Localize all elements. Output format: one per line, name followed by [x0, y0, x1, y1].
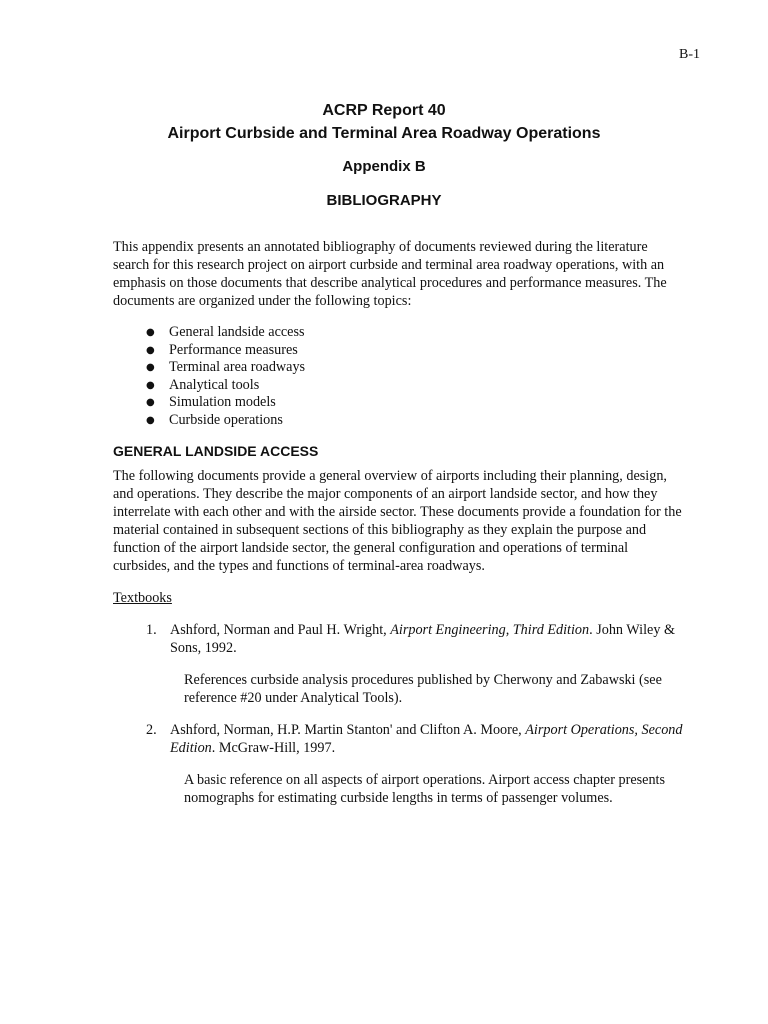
list-item: ● Performance measures — [146, 341, 298, 358]
reference-authors: Ashford, Norman, H.P. Martin Stanton' and Clifton A. Moore, — [170, 722, 526, 738]
document-body — [113, 238, 683, 821]
subheading-textbooks: Textbooks — [113, 590, 172, 606]
reference-number: 2. — [146, 722, 157, 738]
bullet-icon: ● — [146, 414, 155, 426]
document-header — [0, 99, 768, 211]
list-item: ● Terminal area roadways — [146, 359, 306, 375]
section-paragraph: The following documents provide a general overview of airports including their planning, design, and operations. They describe the major components of an airport landside sector, and how they interrelate with each other and with the airside sector. These documents provide a foundation for the material contained in subsequent sections of this bibliography as they explain the purpose and function of the airport landside sector, the general configuration and operations of terminal curbsides, and the types and functions of terminal-area roadways. — [113, 468, 682, 574]
reference-annotation: References curbside analysis procedures published by Cherwony and Zabawski (see reference #20 under Analytical Tools). — [184, 672, 662, 706]
bullet-icon: ● — [146, 362, 155, 373]
list-item: ● Analytical tools — [146, 376, 260, 393]
section-heading: GENERAL LANDSIDE ACCESS — [113, 443, 319, 459]
reference-item — [113, 621, 683, 657]
topic-list — [113, 324, 683, 429]
appendix-label: Appendix B — [342, 158, 426, 175]
list-item: ● Curbside operations — [146, 411, 283, 428]
reference-title: Airport Operations, Second Edition — [170, 722, 683, 756]
reference-authors: Ashford, Norman and Paul H. Wright, — [170, 622, 391, 638]
reference-annotation: A basic reference on all aspects of airport operations. Airport access chapter presents nomographs for estimating curbside lengths in terms of passenger volumes. — [184, 772, 665, 806]
page-number: B-1 — [679, 47, 700, 62]
list-item: ● General landside access — [146, 324, 305, 340]
report-title: Airport Curbside and Terminal Area Roadway Operations — [167, 125, 601, 142]
reference-number: 1. — [146, 622, 157, 638]
reference-publisher: . McGraw-Hill, 1997. — [211, 740, 336, 756]
bullet-icon: ● — [146, 397, 155, 408]
bullet-icon: ● — [146, 344, 155, 356]
bullet-icon: ● — [146, 327, 155, 338]
reference-item — [113, 721, 683, 757]
report-name: ACRP Report 40 — [322, 102, 446, 119]
reference-publisher: . John Wiley & Sons, 1992. — [170, 622, 675, 656]
intro-paragraph: This appendix presents an annotated bibliography of documents reviewed during the literature search for this research project on airport curbside and terminal area roadway operations, with an emphasis on those documents that describe analytical procedures and performance measures. The documents are organized under the following topics: — [113, 239, 667, 309]
appendix-title: BIBLIOGRAPHY — [326, 192, 442, 209]
list-item: ● Simulation models — [146, 394, 276, 410]
bullet-icon: ● — [146, 379, 155, 391]
reference-title: Airport Engineering, Third Edition — [390, 622, 590, 638]
